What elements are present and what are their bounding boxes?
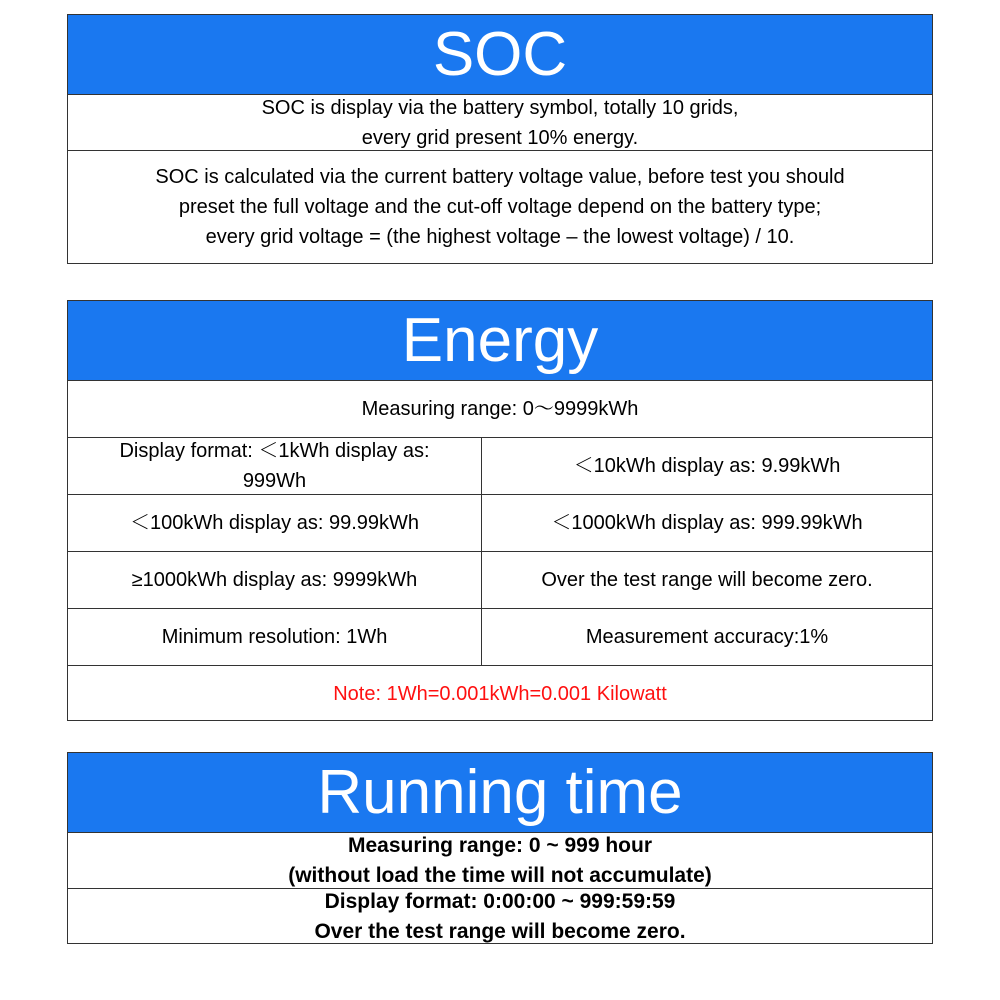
- energy-section: [67, 300, 933, 721]
- running-time-header: Running time: [68, 753, 932, 833]
- soc-display-line-2: every grid present 10% energy.: [361, 126, 639, 149]
- energy-accuracy-cell: Measurement accuracy:1%: [585, 626, 829, 648]
- energy-note: Note: 1Wh=0.001kWh=0.001 Kilowatt: [333, 683, 667, 705]
- energy-lt1000-cell: ＜1000kWh display as: 999.99kWh: [551, 512, 863, 534]
- running-time-range-line-2: (without load the time will not accumulate): [288, 863, 712, 887]
- soc-display-line-1: SOC is display via the battery symbol, totally 10 grids,: [261, 96, 739, 119]
- running-time-format-line-2: Over the test range will become zero.: [314, 920, 686, 943]
- soc-calc-line-3: every grid voltage = (the highest voltage – the lowest voltage) / 10.: [205, 226, 795, 248]
- energy-row-format-1: [68, 438, 932, 495]
- energy-measuring-range: Measuring range: 0～9999kWh: [361, 398, 639, 420]
- soc-calc-line-2: preset the full voltage and the cut-off voltage depend on the battery type;: [178, 196, 822, 218]
- soc-row-calculation: [68, 151, 932, 263]
- energy-row-format-3: [68, 552, 932, 609]
- energy-display-format-line-1: Display format: ＜1kWh display as:: [119, 440, 430, 462]
- energy-min-resolution-cell: Minimum resolution: 1Wh: [68, 609, 482, 665]
- running-time-row-range: [68, 833, 932, 889]
- soc-display-cell: [68, 95, 932, 150]
- running-time-range-cell: [68, 833, 932, 888]
- soc-calculation-cell: [68, 151, 932, 263]
- energy-row-note: [68, 666, 932, 722]
- soc-calc-line-1: SOC is calculated via the current battery voltage value, before test you should: [155, 166, 845, 188]
- energy-over-range-cell: Over the test range will become zero.: [541, 569, 873, 591]
- running-time-section: [67, 752, 933, 944]
- energy-display-format-line-2: 999Wh: [242, 470, 307, 492]
- energy-lt10-cell: ＜10kWh display as: 9.99kWh: [573, 455, 841, 477]
- energy-ge1000-cell: ≥1000kWh display as: 9999kWh: [68, 552, 482, 608]
- running-time-range-line-1: Measuring range: 0 ~ 999 hour: [347, 833, 652, 857]
- energy-display-format-cell: [68, 438, 482, 494]
- energy-lt100-cell: ＜100kWh display as: 99.99kWh: [68, 495, 482, 551]
- running-time-row-format: [68, 889, 932, 945]
- energy-row-specs: [68, 609, 932, 666]
- running-time-format-line-1: Display format: 0:00:00 ~ 999:59:59: [324, 890, 676, 913]
- soc-header: SOC: [68, 15, 932, 95]
- energy-header: Energy: [68, 301, 932, 381]
- soc-section: [67, 14, 933, 264]
- energy-row-format-2: [68, 495, 932, 552]
- soc-row-display: [68, 95, 932, 151]
- energy-row-range: [68, 381, 932, 438]
- running-time-format-cell: [68, 889, 932, 945]
